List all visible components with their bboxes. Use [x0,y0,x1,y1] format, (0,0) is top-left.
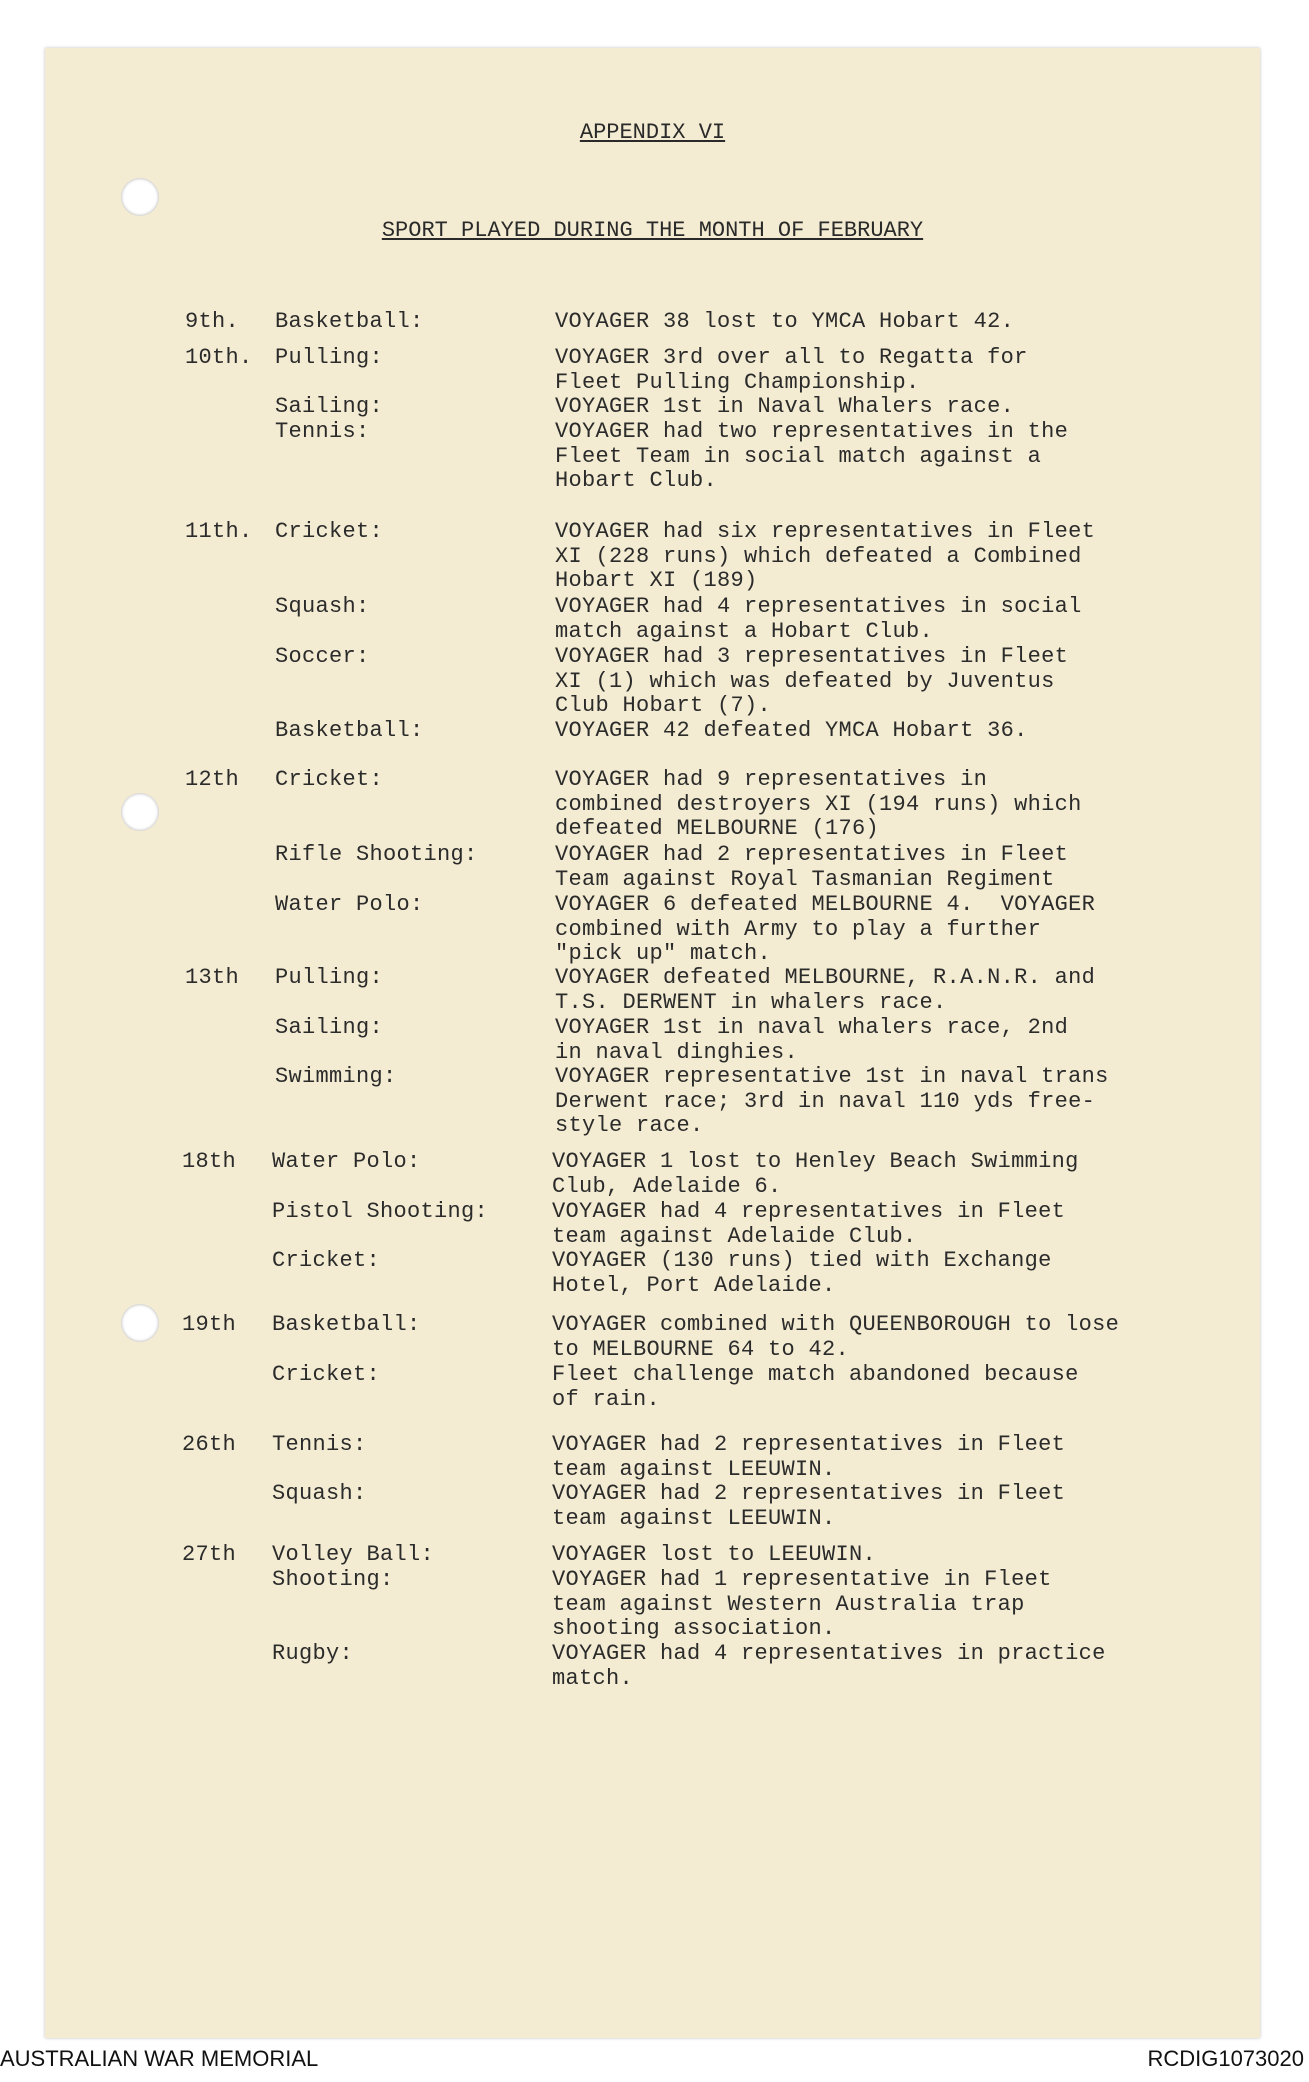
entry-result-line: team against Adelaide Club. [552,1223,917,1249]
punch-hole [121,1304,159,1342]
punch-hole [121,793,159,831]
entry-result-line: combined destroyers XI (194 runs) which [555,791,1082,817]
entry-result-line: VOYAGER defeated MELBOURNE, R.A.N.R. and [555,965,1096,990]
entry-result-line: VOYAGER combined with QUEENBOROUGH to lose [552,1312,1120,1337]
entry-result-line: style race. [555,1113,704,1138]
entry-result-line: to MELBOURNE 64 to 42. [552,1336,850,1362]
entry-result-line: VOYAGER had six representatives in Fleet [555,519,1096,544]
entry-result-line: VOYAGER 38 lost to YMCA Hobart 42. [555,309,1015,334]
entry-result-line: XI (228 runs) which defeated a Combined [555,543,1082,569]
entry-date: 12th [185,767,240,792]
entry-date: 26th [182,1432,237,1457]
entry-sport: Cricket: [275,519,384,544]
entry-sport: Squash: [275,594,370,619]
entry-sport: Rugby: [272,1641,354,1666]
entry-result-line: VOYAGER had 2 representatives in Fleet [555,842,1069,867]
entry-sport: Cricket: [272,1362,381,1387]
entry-result-line: VOYAGER had 3 representatives in Fleet [555,644,1069,669]
entry-result-line: Fleet Team in social match against a [555,443,1042,469]
entry-date: 10th. [185,345,253,370]
entry-result-line: of rain. [552,1386,661,1412]
entry-sport: Shooting: [272,1567,394,1592]
entry-result-line: Team against Royal Tasmanian Regiment [555,866,1055,892]
entry-result-line: match. [552,1665,634,1691]
entry-sport: Cricket: [272,1248,381,1273]
entry-sport: Squash: [272,1481,367,1506]
document-page [45,48,1260,2038]
entry-result-line: Hobart Club. [555,468,718,493]
entry-result-line: in naval dinghies. [555,1039,799,1065]
entry-result-line: XI (1) which was defeated by Juventus [555,668,1055,694]
entry-sport: Pistol Shooting: [272,1199,489,1224]
entry-result-line: VOYAGER had 9 representatives in [555,767,988,792]
entry-date: 9th. [185,309,240,334]
entry-sport: Sailing: [275,394,384,419]
entry-result-line: VOYAGER (130 runs) tied with Exchange [552,1248,1052,1273]
entry-date: 11th. [185,519,253,544]
entry-result-line: "pick up" match. [555,941,772,966]
entry-result-line: VOYAGER had 2 representatives in Fleet [552,1432,1066,1457]
entry-result-line: VOYAGER 1 lost to Henley Beach Swimming [552,1149,1079,1174]
entry-result-line: VOYAGER 6 defeated MELBOURNE 4. VOYAGER [555,892,1096,917]
entry-sport: Water Polo: [272,1149,421,1174]
entry-sport: Cricket: [275,767,384,792]
entry-result-line: Hobart XI (189) [555,568,758,593]
entry-result-line: VOYAGER had 4 representatives in practice [552,1641,1106,1666]
entry-result-line: VOYAGER had 4 representatives in Fleet [552,1199,1066,1224]
entry-result-line: VOYAGER 42 defeated YMCA Hobart 36. [555,718,1028,743]
footer-record-id: RCDIG1073020 [1147,2046,1304,2071]
entry-result-line: Derwent race; 3rd in naval 110 yds free- [555,1088,1096,1114]
entry-result-line: defeated MELBOURNE (176) [555,816,880,841]
appendix-heading: APPENDIX VI [579,120,726,145]
entry-result-line: Club Hobart (7). [555,693,772,718]
page-title: SPORT PLAYED DURING THE MONTH OF FEBRUARY [381,218,924,243]
entry-result-line: VOYAGER had 1 representative in Fleet [552,1567,1052,1592]
entry-sport: Basketball: [275,718,424,743]
entry-sport: Swimming: [275,1064,397,1089]
entry-result-line: team against LEEUWIN. [552,1505,836,1531]
entry-result-line: combined with Army to play a further [555,916,1042,942]
entry-sport: Basketball: [275,309,424,334]
footer-institution: AUSTRALIAN WAR MEMORIAL [0,2046,319,2071]
entry-result-line: Club, Adelaide 6. [552,1173,782,1199]
entry-sport: Soccer: [275,644,370,669]
entry-sport: Pulling: [275,965,384,990]
entry-result-line: VOYAGER 1st in naval whalers race, 2nd [555,1015,1069,1040]
entry-sport: Water Polo: [275,892,424,917]
entry-sport: Volley Ball: [272,1542,435,1567]
entry-result-line: Hotel, Port Adelaide. [552,1272,836,1298]
entry-sport: Basketball: [272,1312,421,1337]
entry-result-line: VOYAGER had two representatives in the [555,419,1069,444]
entry-result-line: T.S. DERWENT in whalers race. [555,989,947,1015]
entry-result-line: team against LEEUWIN. [552,1456,836,1482]
entry-result-line: Fleet Pulling Championship. [555,369,920,395]
entry-result-line: team against Western Australia trap [552,1591,1025,1617]
entry-result-line: VOYAGER representative 1st in naval trans [555,1064,1109,1089]
entry-sport: Sailing: [275,1015,384,1040]
entry-sport: Tennis: [275,419,370,444]
entry-date: 13th [185,965,240,990]
entry-result-line: shooting association. [552,1616,836,1641]
entry-result-line: VOYAGER had 4 representatives in social [555,594,1082,619]
entry-sport: Tennis: [272,1432,367,1457]
entry-sport: Pulling: [275,345,384,370]
punch-hole [121,178,159,216]
entry-date: 19th [182,1312,237,1337]
entry-result-line: VOYAGER had 2 representatives in Fleet [552,1481,1066,1506]
entry-date: 18th [182,1149,237,1174]
entry-result-line: Fleet challenge match abandoned because [552,1362,1079,1387]
entry-result-line: VOYAGER 3rd over all to Regatta for [555,345,1028,370]
entry-result-line: VOYAGER 1st in Naval Whalers race. [555,394,1015,419]
entry-sport: Rifle Shooting: [275,842,478,867]
entry-date: 27th [182,1542,237,1567]
entry-result-line: VOYAGER lost to LEEUWIN. [552,1542,877,1567]
entry-result-line: match against a Hobart Club. [555,618,934,644]
